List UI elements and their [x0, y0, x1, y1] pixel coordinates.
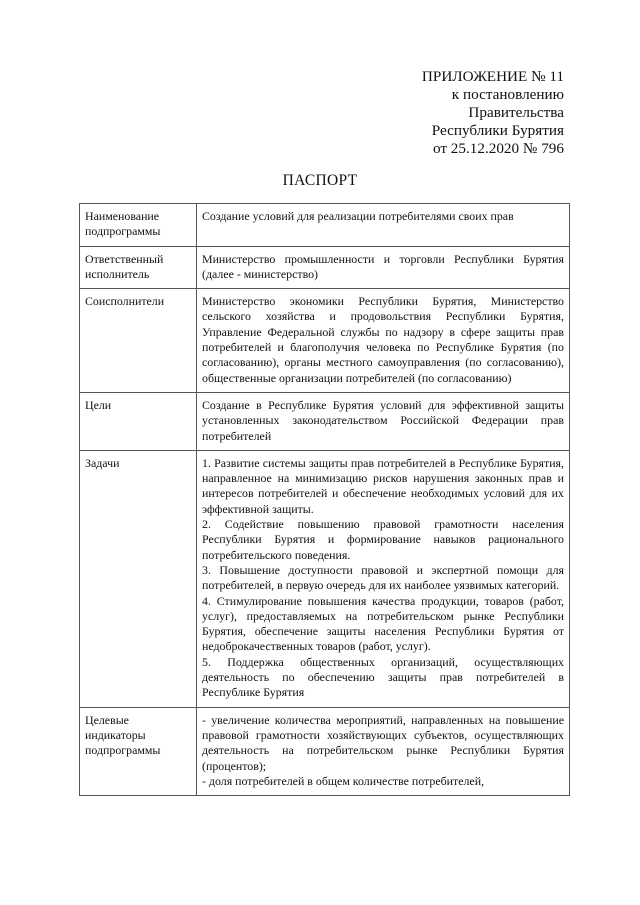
table-row: [80, 707, 570, 795]
paragraph: Министерство промышленности и торговли Республики Бурятия (далее - министерство): [202, 251, 564, 281]
paragraph: Создание в Республике Бурятия условий для эффективной защиты установленных законодательством Российской Федерации прав потребителей: [202, 397, 564, 443]
paragraph: - доля потребителей в общем количестве потребителей,: [202, 773, 485, 788]
row-label: Целевые индикаторы подпрограммы: [80, 707, 197, 795]
table-row: [80, 246, 570, 289]
paragraph: 4. Стимулирование повышения качества продукции, товаров (работ, услуг), предоставляемых на потребительском рынке Республики Бурятия, обеспечение защиты населения Республики Бурятия от недоброкачественных товаров (работ, услуг).: [202, 593, 564, 654]
document-title: ПАСПОРТ: [282, 172, 358, 189]
row-content: [197, 392, 570, 450]
table-row: [80, 392, 570, 450]
paragraph: Министерство экономики Республики Бурятия, Министерство сельского хозяйства и продовольствия Республики Бурятия, Управление Федеральной службы по надзору в сфере защиты прав потребителей и благополучия человека по Республике Бурятия (по согласованию), органы местного самоуправления (по согласованию), общественные организации потребителей (по согласованию): [202, 294, 564, 385]
row-content: [197, 289, 570, 393]
row-content: [197, 450, 570, 707]
table-row: [80, 289, 570, 393]
paragraph: 2. Содействие повышению правовой грамотности населения Республики Бурятия и формирование навыков рационального потребительского поведения.: [202, 517, 564, 562]
paragraph: 5. Поддержка общественных организаций, осуществляющих деятельность по обеспечению защиты прав потребителей в Республике Бурятия: [202, 654, 564, 700]
row-label: Ответственный исполнитель: [80, 246, 197, 289]
table-row: [80, 450, 570, 707]
paragraph: 3. Повышение доступности правовой и экспертной помощи для потребителей, в первую очередь для их наиболее уязвимых категорий.: [202, 562, 564, 593]
decree-date-number: от 25.12.2020 № 796: [432, 140, 564, 157]
table-row: [80, 204, 570, 247]
row-content: [197, 204, 570, 247]
paragraph: Создание условий для реализации потребителями своих прав: [202, 209, 514, 223]
row-label: Наименование подпрограммы: [80, 204, 197, 247]
issuer-line-2: Республики Бурятия: [431, 122, 564, 139]
row-label: Цели: [80, 392, 197, 450]
appendix-number: ПРИЛОЖЕНИЕ № 11: [421, 68, 564, 85]
issuer-line-1: Правительства: [468, 104, 564, 121]
document-header: [422, 68, 564, 158]
decree-reference: к постановлению: [451, 86, 564, 103]
row-label: Задачи: [80, 450, 197, 707]
row-content: [197, 246, 570, 289]
passport-table: [79, 203, 570, 796]
paragraph: - увеличение количества мероприятий, направленных на повышение правовой грамотности хозяйствующих субъектов, осуществляющих деятельность на потребительском рынке Республики Бурятия (процентов);: [202, 712, 564, 773]
row-label: Соисполнители: [80, 289, 197, 393]
paragraph: 1. Развитие системы защиты прав потребителей в Республике Бурятия, направленное на минимизацию рисков нарушения законных прав и интересов потребителей и обеспечение необходимых условий для их эффективной защиты.: [202, 455, 564, 516]
row-content: [197, 707, 570, 795]
